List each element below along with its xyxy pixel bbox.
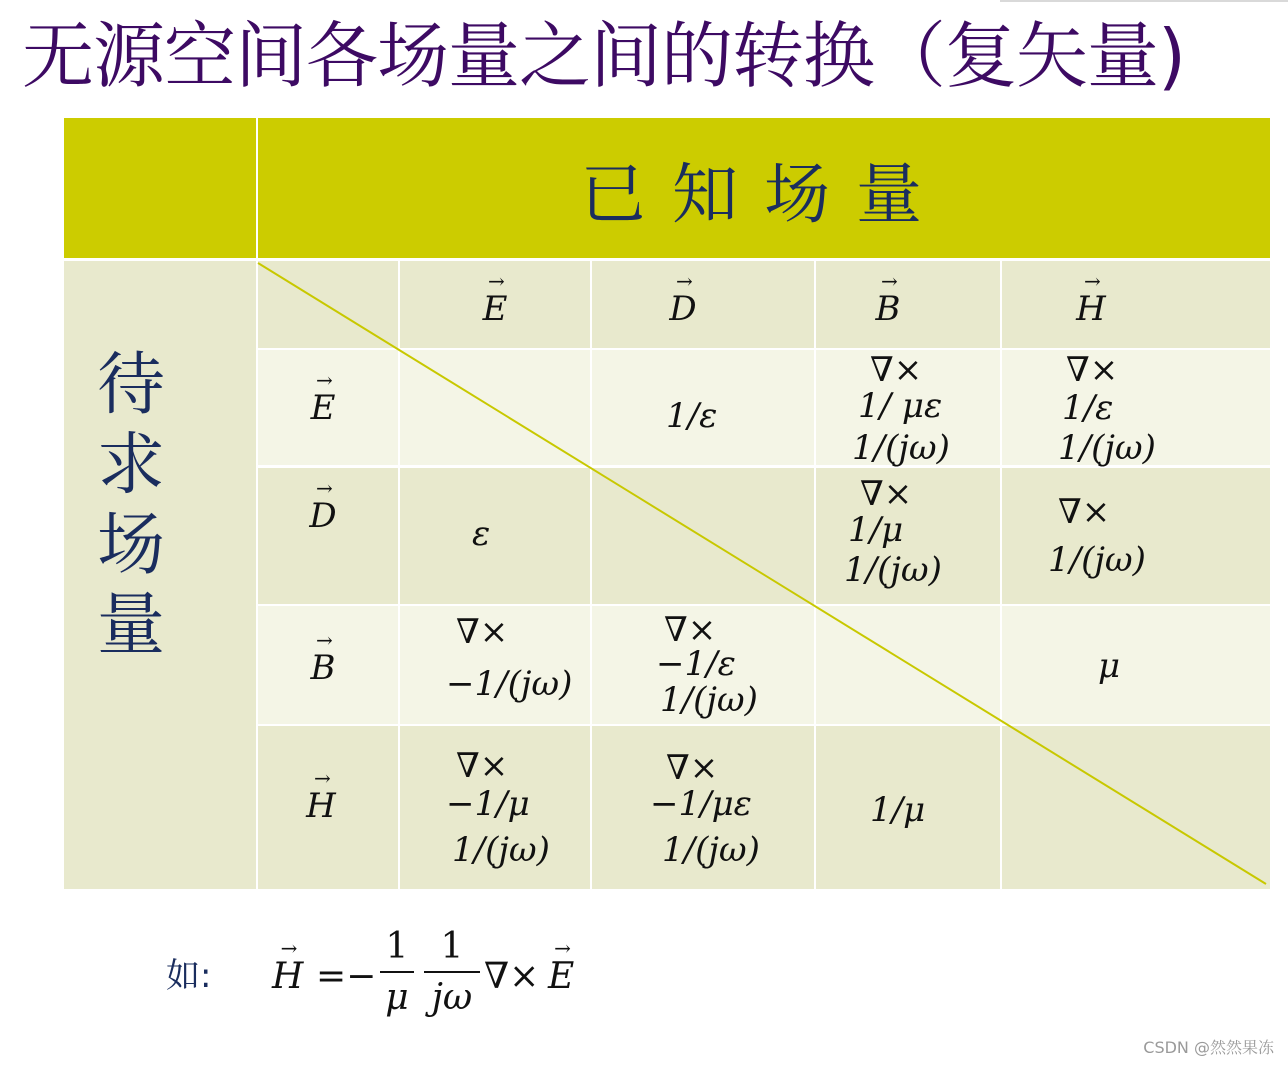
cell-E-B-line-3: 1/(jω) [852, 428, 950, 468]
formula-rhs-var: → E [548, 956, 574, 997]
formula-equals: =− [316, 956, 377, 997]
cell-B-E-line-1: ∇× [456, 612, 509, 652]
row-header-H: → H [258, 726, 398, 889]
frac-2-denominator: jω [431, 977, 473, 1018]
cell-B-D-line-1: ∇× [664, 610, 717, 650]
frac-2-numerator: 1 [440, 926, 464, 967]
cell-H-D-line-2: −1/με [650, 784, 752, 824]
example-formula [272, 922, 612, 1042]
cell-D-B-line-2: 1/μ [848, 510, 904, 550]
watermark: CSDN @然然果冻 [1143, 1038, 1274, 1057]
cell-D-B-line-1: ∇× [860, 474, 913, 514]
cell-B-D-line-2: −1/ε [656, 644, 736, 684]
cell-E-H-line-3: 1/(jω) [1058, 428, 1156, 468]
cell-H-D-line-3: 1/(jω) [662, 830, 760, 870]
cell-D-B-line-3: 1/(jω) [844, 550, 942, 590]
row-header-D: → D [258, 468, 398, 604]
cell-E-B-line-1: ∇× [870, 350, 923, 390]
cell-E-H-line-2: 1/ε [1062, 388, 1114, 428]
formula-frac-2 [424, 926, 480, 1018]
col-header-H: → H [1002, 261, 1270, 348]
cell-H-E-line-1: ∇× [456, 746, 509, 786]
frac-1-bar [380, 971, 414, 973]
cell-H-E-line-3: 1/(jω) [452, 830, 550, 870]
cell-B-E-line-2: −1/(jω) [446, 664, 573, 704]
side-char-1: 待 [96, 346, 165, 425]
formula-curl-operator: ∇× [484, 956, 540, 997]
formula-frac-1 [380, 926, 414, 1018]
cell-E-B-line-2: 1/ με [858, 386, 943, 426]
cell-H-B-line-1: 1/μ [870, 790, 926, 830]
formula-lhs: → H [272, 956, 303, 997]
side-char-4: 量 [96, 586, 165, 665]
row-header-B: → B [258, 606, 398, 724]
col-header-D: → D [592, 261, 814, 348]
known-fields-heading: 已知场量 [580, 155, 948, 233]
side-char-2: 求 [96, 426, 165, 505]
col-header-E: → E [400, 261, 590, 348]
cell-B-H-line-1: μ [1098, 646, 1121, 686]
cell-B-D-line-3: 1/(jω) [660, 680, 758, 720]
cell-E-H-line-1: ∇× [1066, 350, 1119, 390]
slide-title: 无源空间各场量之间的转换（复矢量) [22, 14, 1186, 98]
frac-1-numerator: 1 [385, 926, 409, 967]
example-label: 如: [166, 956, 212, 996]
cell-H-E-line-2: −1/μ [446, 784, 530, 824]
cell-D-H-line-1: ∇× [1058, 492, 1111, 532]
cell-D-H-line-2: 1/(jω) [1048, 540, 1146, 580]
side-char-3: 场 [96, 506, 165, 585]
cell-H-D-line-1: ∇× [666, 748, 719, 788]
row-header-E: → E [258, 350, 398, 465]
cell-D-E-line-1: ε [472, 514, 491, 554]
frac-1-denominator: μ [385, 977, 409, 1018]
col-header-B: → B [816, 261, 1000, 348]
frac-2-bar [424, 971, 480, 973]
cell-E-D-line-1: 1/ε [666, 396, 718, 436]
